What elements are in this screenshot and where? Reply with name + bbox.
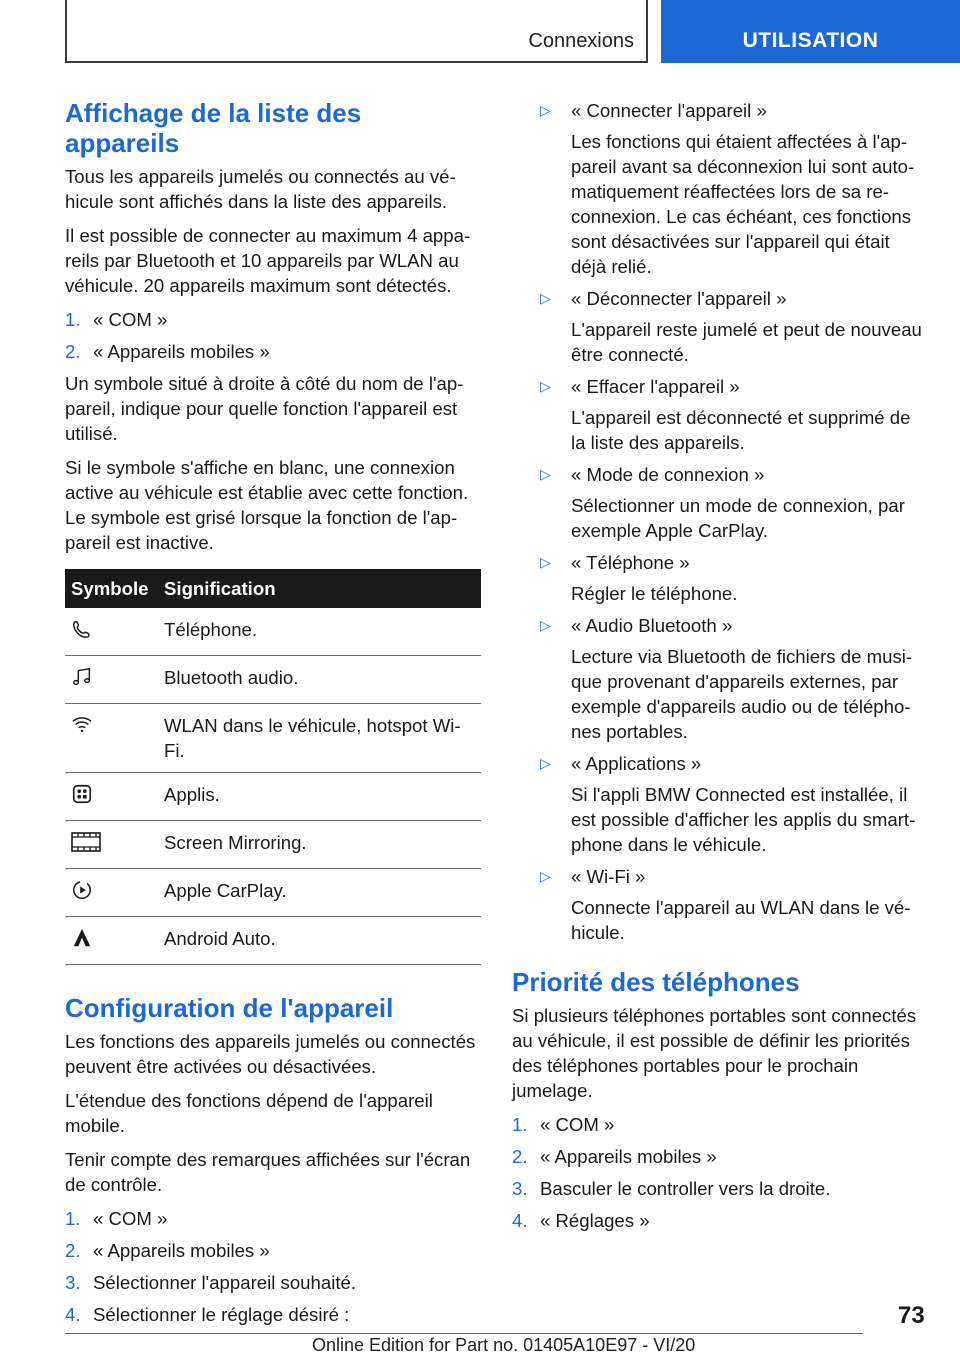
table-row: [65, 869, 481, 917]
list-item: [512, 286, 924, 367]
screen-mirroring-icon: [71, 831, 101, 853]
phone-icon: [71, 618, 93, 640]
list-item: [512, 1176, 924, 1201]
footer-divider: [65, 1333, 863, 1334]
table-cell-meaning: Apple CarPlay.: [164, 869, 481, 917]
carplay-icon: [71, 879, 93, 901]
apps-icon: [71, 783, 93, 805]
wifi-icon: [71, 714, 93, 736]
step-text: « Appareils mobiles »: [93, 1240, 270, 1261]
table-header-row: [65, 569, 481, 608]
table-row: [65, 821, 481, 869]
option-description: Les fonctions qui étaient affectées à l'appareil avant sa déconnexion lui sont automatiquement réaffectées lors de sa reconnexion. Le cas échéant, ces fonctions sont désactivées sur l'appareil qui était déjà relié.: [571, 131, 915, 277]
option-title: « Mode de connexion »: [571, 464, 765, 485]
step-number: 1.: [65, 1208, 81, 1229]
list-item: [512, 864, 924, 945]
list-item: [512, 1208, 924, 1233]
table-header-meaning: Signification: [164, 577, 276, 599]
section-title: Connexions: [528, 30, 634, 52]
triangle-bullet-icon: ▷: [540, 755, 551, 771]
triangle-bullet-icon: ▷: [540, 868, 551, 884]
paragraph: Tous les appareils jumelés ou connectés au véhicule sont affichés dans la liste des appareils.: [65, 166, 456, 212]
option-title: « Applications »: [571, 753, 702, 774]
step-text: Basculer le controller vers la droite.: [540, 1178, 831, 1199]
step-text: Sélectionner le réglage désiré :: [93, 1304, 350, 1325]
step-number: 4.: [512, 1210, 528, 1231]
step-text: « COM »: [540, 1114, 615, 1135]
paragraph: Les fonctions des appareils jumelés ou connectés peuvent être activées ou désactivées.: [65, 1031, 476, 1077]
triangle-bullet-icon: ▷: [540, 290, 551, 306]
step-number: 2.: [65, 341, 81, 362]
heading-phone-priority: Priorité des téléphones: [512, 967, 800, 997]
list-item: [65, 1270, 481, 1295]
steps-list-1: [65, 307, 481, 364]
footer-edition: Online Edition for Part no. 01405A10E97 - VI/20: [312, 1335, 696, 1355]
option-title: « Wi-Fi »: [571, 866, 646, 887]
list-item: [512, 550, 924, 606]
step-text: « Appareils mobiles »: [540, 1146, 717, 1167]
paragraph: Tenir compte des remarques affichées sur l'écran de contrôle.: [65, 1149, 471, 1195]
table-cell-meaning: Applis.: [164, 773, 481, 821]
list-item: [512, 462, 924, 543]
option-title: « Connecter l'appareil »: [571, 100, 767, 121]
step-number: 1.: [512, 1114, 528, 1135]
option-title: « Effacer l'appareil »: [571, 376, 740, 397]
option-description: L'appareil reste jumelé et peut de nouveau être connecté.: [571, 319, 922, 365]
header-section-box: [65, 0, 648, 63]
paragraph: Si plusieurs téléphones portables sont connectés au véhicule, il est possible de définir les priorités des téléphones portables pour le prochain jumelage.: [512, 1005, 917, 1101]
heading-device-config: Configuration de l'appareil: [65, 993, 394, 1023]
step-number: 4.: [65, 1304, 81, 1325]
paragraph: L'étendue des fonctions dépend de l'appareil mobile.: [65, 1090, 433, 1136]
paragraph: Un symbole situé à droite à côté du nom de l'appareil, indique pour quelle fonction l'appareil est utilisé.: [65, 373, 464, 444]
list-item: [512, 98, 924, 279]
right-column: [512, 98, 924, 1240]
chapter-tab: UTILISATION: [661, 0, 960, 63]
steps-list-2: [65, 1206, 481, 1327]
table-row: [65, 917, 481, 965]
option-description: Sélectionner un mode de connexion, par exemple Apple CarPlay.: [571, 495, 905, 541]
list-item: [512, 1144, 924, 1169]
list-item: [512, 1112, 924, 1137]
left-column: [65, 98, 481, 1334]
step-text: « COM »: [93, 309, 168, 330]
list-item: [65, 339, 481, 364]
option-title: « Déconnecter l'appareil »: [571, 288, 787, 309]
table-row: [65, 704, 481, 773]
table-row: [65, 608, 481, 656]
table-row: [65, 773, 481, 821]
triangle-bullet-icon: ▷: [540, 617, 551, 633]
option-title: « Téléphone »: [571, 552, 690, 573]
option-description: Régler le téléphone.: [571, 583, 738, 604]
paragraph: Il est possible de connecter au maximum 4 appareils par Bluetooth et 10 appareils par WLAN au véhicule. 20 appareils maximum sont détectés.: [65, 225, 471, 296]
table-cell-meaning: Bluetooth audio.: [164, 656, 481, 704]
list-item: [65, 1206, 481, 1231]
steps-list-3: [512, 1112, 924, 1233]
list-item: [65, 1238, 481, 1263]
symbol-table: [65, 569, 481, 965]
paragraph: Si le symbole s'affiche en blanc, une connexion active au véhicule est établie avec cette fonction. Le symbole est grisé lorsque la fonction de l'appareil est inactive.: [65, 457, 469, 553]
option-title: « Audio Bluetooth »: [571, 615, 733, 636]
step-number: 2.: [65, 1240, 81, 1261]
music-note-icon: [71, 666, 93, 688]
triangle-bullet-icon: ▷: [540, 378, 551, 394]
list-item: [65, 307, 481, 332]
step-number: 3.: [512, 1178, 528, 1199]
option-description: L'appareil est déconnecté et supprimé de la liste des appareils.: [571, 407, 911, 453]
triangle-bullet-icon: ▷: [540, 466, 551, 482]
triangle-bullet-icon: ▷: [540, 102, 551, 118]
step-number: 1.: [65, 309, 81, 330]
list-item: [512, 613, 924, 744]
step-text: « Appareils mobiles »: [93, 341, 270, 362]
page-number: 73: [898, 1302, 925, 1329]
step-number: 3.: [65, 1272, 81, 1293]
table-cell-meaning: Screen Mirroring.: [164, 821, 481, 869]
table-cell-meaning: Android Auto.: [164, 917, 481, 965]
step-text: Sélectionner l'appareil souhaité.: [93, 1272, 356, 1293]
table-row: [65, 656, 481, 704]
option-description: Connecte l'appareil au WLAN dans le véhicule.: [571, 897, 911, 943]
option-description: Lecture via Bluetooth de fichiers de musique provenant d'appareils externes, par exemple d'appareils audio ou de téléphones portables.: [571, 646, 913, 742]
list-item: [512, 751, 924, 857]
android-auto-icon: [71, 927, 93, 949]
table-header-symbol: Symbole: [71, 577, 149, 599]
triangle-bullet-icon: ▷: [540, 554, 551, 570]
option-description: Si l'appli BMW Connected est installée, il est possible d'afficher les applis du smartphone dans le véhicule.: [571, 784, 916, 855]
settings-options-list: [512, 98, 924, 945]
table-cell-meaning: WLAN dans le véhicule, hotspot Wi-Fi.: [164, 704, 481, 773]
list-item: [65, 1302, 481, 1327]
list-item: [512, 374, 924, 455]
step-text: « COM »: [93, 1208, 168, 1229]
heading-device-list: Affichage de la liste des appareils: [65, 98, 362, 158]
step-number: 2.: [512, 1146, 528, 1167]
step-text: « Réglages »: [540, 1210, 650, 1231]
table-cell-meaning: Téléphone.: [164, 608, 481, 656]
